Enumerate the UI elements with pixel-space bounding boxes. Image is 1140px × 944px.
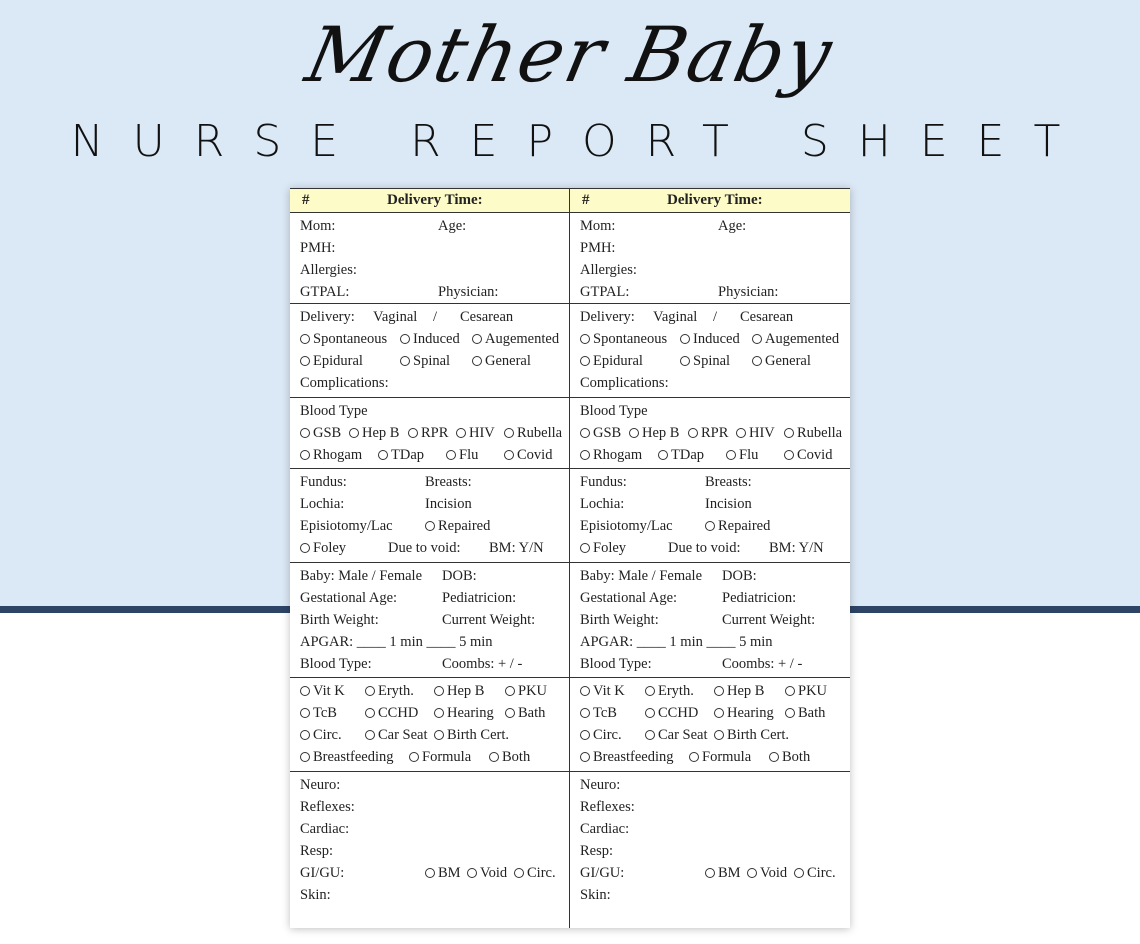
complications-label: Complications: [580,375,669,391]
allergies-label: Allergies: [580,262,637,278]
postpartum-section [570,469,850,563]
fundus-label: Fundus: [300,474,347,490]
baby-sex-label: Baby: Male / Female [580,568,703,584]
circle-checkbox-icon[interactable] [645,730,655,740]
bath-checkbox[interactable] [785,702,825,724]
eryth-label: Eryth. [378,683,414,699]
circle-checkbox-icon[interactable] [434,686,444,696]
foley-label: Foley [313,540,347,556]
circle-checkbox-icon[interactable] [300,334,310,344]
reflexes-label: Reflexes: [300,799,355,815]
formula-label: Formula [702,749,752,765]
hiv-checkbox[interactable] [736,422,775,444]
circle-checkbox-icon[interactable] [580,686,590,696]
flu-label: Flu [739,447,759,463]
breastfeeding-checkbox[interactable] [300,746,394,768]
circle-checkbox-icon[interactable] [784,428,794,438]
newborn-circ-checkbox[interactable] [580,724,622,746]
general-checkbox[interactable] [752,350,811,372]
vitk-label: Vit K [593,683,625,699]
augmented-checkbox[interactable] [752,328,839,350]
tdap-checkbox[interactable] [658,444,704,466]
induced-checkbox[interactable] [680,328,740,350]
void-checkbox[interactable] [467,862,507,884]
repaired-checkbox[interactable] [705,515,770,537]
cchd-checkbox[interactable] [365,702,418,724]
rubella-checkbox[interactable] [504,422,562,444]
hearing-checkbox[interactable] [434,702,494,724]
bath-label: Bath [798,705,826,721]
birth-cert-label: Birth Cert. [447,727,510,743]
gtpal-label: GTPAL: [580,284,630,300]
circle-checkbox-icon[interactable] [580,730,590,740]
circle-checkbox-icon[interactable] [425,521,435,531]
patient-number-label: # [302,192,310,208]
pku-label: PKU [518,683,548,699]
covid-label: Covid [797,447,833,463]
blood-type-heading: Blood Type [300,403,368,419]
formula-checkbox[interactable] [689,746,751,768]
newborn-circ-label: Circ. [593,727,622,743]
spinal-checkbox[interactable] [680,350,730,372]
spontaneous-checkbox[interactable] [580,328,667,350]
mom-label: Mom: [580,218,616,234]
flu-checkbox[interactable] [446,444,478,466]
gsb-checkbox[interactable] [580,422,621,444]
systems-section [570,772,850,944]
circle-checkbox-icon[interactable] [300,428,310,438]
cardiac-label: Cardiac: [580,821,630,837]
circle-checkbox-icon[interactable] [349,428,359,438]
circle-checkbox-icon[interactable] [300,356,310,366]
foley-label: Foley [593,540,627,556]
newborn-circ-checkbox[interactable] [300,724,342,746]
gestational-age-label: Gestational Age: [580,590,678,606]
vaginal-option[interactable]: Vaginal [373,309,418,325]
blood-section [570,398,850,469]
newborn-circ-label: Circ. [313,727,342,743]
spontaneous-checkbox[interactable] [300,328,387,350]
birth-cert-checkbox[interactable] [714,724,789,746]
hiv-checkbox[interactable] [456,422,495,444]
incision-label: Incision [705,496,752,512]
gigu-bm-checkbox[interactable] [705,862,741,884]
circle-checkbox-icon[interactable] [300,686,310,696]
circle-checkbox-icon[interactable] [658,450,668,460]
rhogam-checkbox[interactable] [300,444,362,466]
neuro-label: Neuro: [580,777,621,793]
tcb-checkbox[interactable] [580,702,617,724]
hearing-checkbox[interactable] [714,702,774,724]
lochia-label: Lochia: [300,496,345,512]
augmented-checkbox[interactable] [472,328,559,350]
resp-label: Resp: [300,843,334,859]
delivery-section [290,304,569,398]
lochia-label: Lochia: [580,496,625,512]
hepb-label: Hep B [362,425,400,441]
current-weight-label: Current Weight: [442,612,536,628]
circle-checkbox-icon[interactable] [580,356,590,366]
circle-checkbox-icon[interactable] [726,450,736,460]
tdap-label: TDap [671,447,705,463]
rubella-checkbox[interactable] [784,422,842,444]
circle-checkbox-icon[interactable] [434,708,444,718]
systems-section [290,772,569,944]
circle-checkbox-icon[interactable] [400,356,410,366]
circle-checkbox-icon[interactable] [784,450,794,460]
newborn-hepb-label: Hep B [727,683,765,699]
gsb-label: GSB [313,425,342,441]
cchd-checkbox[interactable] [645,702,698,724]
coombs-label: Coombs: + / - [722,656,803,672]
gigu-bm-label: BM [438,865,461,881]
circle-checkbox-icon[interactable] [629,428,639,438]
hepb-checkbox[interactable] [349,422,399,444]
rhogam-label: Rhogam [313,447,363,463]
both-checkbox[interactable] [489,746,530,768]
rubella-label: Rubella [797,425,843,441]
eryth-checkbox[interactable] [645,680,694,702]
spinal-checkbox[interactable] [400,350,450,372]
void-checkbox[interactable] [747,862,787,884]
eryth-label: Eryth. [658,683,694,699]
circle-checkbox-icon[interactable] [300,708,310,718]
birth-weight-label: Birth Weight: [580,612,659,628]
covid-checkbox[interactable] [784,444,832,466]
car-seat-label: Car Seat [378,727,428,743]
gigu-circ-checkbox[interactable] [794,862,836,884]
column-header [570,188,850,213]
induced-label: Induced [693,331,740,347]
gigu-circ-label: Circ. [527,865,556,881]
delivery-label: Delivery: [580,309,635,325]
neuro-label: Neuro: [300,777,341,793]
pediatrician-label: Pediatricion: [722,590,797,606]
covid-checkbox[interactable] [504,444,552,466]
mom-section [570,213,850,304]
dob-label: DOB: [722,568,757,584]
induced-label: Induced [413,331,460,347]
script-title: Mother Baby [298,10,842,99]
rhogam-label: Rhogam [593,447,643,463]
circle-checkbox-icon[interactable] [680,334,690,344]
circle-checkbox-icon[interactable] [752,356,762,366]
flu-label: Flu [459,447,479,463]
circle-checkbox-icon[interactable] [769,752,779,762]
complications-label: Complications: [300,375,389,391]
circle-checkbox-icon[interactable] [489,752,499,762]
birth-cert-label: Birth Cert. [727,727,790,743]
cesarean-option[interactable]: Cesarean [740,309,794,325]
breasts-label: Breasts: [705,474,752,490]
patient-column-1 [290,188,570,928]
newborn-care-section [290,678,569,772]
eryth-checkbox[interactable] [365,680,414,702]
cchd-label: CCHD [378,705,419,721]
void-label: Void [480,865,508,881]
circle-checkbox-icon[interactable] [680,356,690,366]
circle-checkbox-icon[interactable] [785,686,795,696]
vitk-checkbox[interactable] [580,680,625,702]
circle-checkbox-icon[interactable] [472,334,482,344]
circle-checkbox-icon[interactable] [365,730,375,740]
newborn-hepb-label: Hep B [447,683,485,699]
circle-checkbox-icon[interactable] [785,708,795,718]
augmented-label: Augemented [765,331,840,347]
circle-checkbox-icon[interactable] [505,686,515,696]
void-label: Void [760,865,788,881]
foley-checkbox[interactable] [300,537,346,559]
reflexes-label: Reflexes: [580,799,635,815]
circle-checkbox-icon[interactable] [365,708,375,718]
circle-checkbox-icon[interactable] [705,521,715,531]
newborn-care-section [570,678,850,772]
repaired-label: Repaired [718,518,771,534]
tdap-checkbox[interactable] [378,444,424,466]
spinal-label: Spinal [413,353,451,369]
current-weight-label: Current Weight: [722,612,816,628]
gigu-label: GI/GU: [580,865,625,881]
gigu-circ-label: Circ. [807,865,836,881]
coombs-label: Coombs: + / - [442,656,523,672]
main-title: NURSE REPORT SHEET [70,116,1090,167]
circle-checkbox-icon[interactable] [514,868,524,878]
birth-cert-checkbox[interactable] [434,724,509,746]
newborn-hepb-checkbox[interactable] [434,680,484,702]
flu-checkbox[interactable] [726,444,758,466]
age-label: Age: [718,218,747,234]
mom-section [290,213,569,304]
rubella-label: Rubella [517,425,563,441]
gigu-circ-checkbox[interactable] [514,862,556,884]
mom-label: Mom: [300,218,336,234]
circle-checkbox-icon[interactable] [456,428,466,438]
hepb-checkbox[interactable] [629,422,679,444]
pku-label: PKU [798,683,828,699]
age-label: Age: [438,218,467,234]
newborn-hepb-checkbox[interactable] [714,680,764,702]
rpr-label: RPR [421,425,449,441]
breasts-label: Breasts: [425,474,472,490]
gigu-label: GI/GU: [300,865,345,881]
hearing-label: Hearing [447,705,494,721]
covid-label: Covid [517,447,553,463]
circle-checkbox-icon[interactable] [408,428,418,438]
circle-checkbox-icon[interactable] [714,730,724,740]
foley-checkbox[interactable] [580,537,626,559]
repaired-label: Repaired [438,518,491,534]
gtpal-label: GTPAL: [300,284,350,300]
baby-sex-label: Baby: Male / Female [300,568,423,584]
circle-checkbox-icon[interactable] [645,686,655,696]
delivery-label: Delivery: [300,309,355,325]
delivery-section [570,304,850,398]
apgar-label: APGAR: ____ 1 min ____ 5 min [580,634,773,650]
skin-label: Skin: [580,887,611,903]
allergies-label: Allergies: [300,262,357,278]
postpartum-section [290,469,569,563]
baby-blood-type-label: Blood Type: [580,656,652,672]
gestational-age-label: Gestational Age: [300,590,398,606]
bm-yn-label: BM: Y/N [769,540,824,556]
pediatrician-label: Pediatricion: [442,590,517,606]
baby-section [570,563,850,678]
hearing-label: Hearing [727,705,774,721]
epidural-label: Epidural [313,353,363,369]
circle-checkbox-icon[interactable] [645,708,655,718]
circle-checkbox-icon[interactable] [580,450,590,460]
bath-label: Bath [518,705,546,721]
episiotomy-label: Episiotomy/Lac [580,518,673,534]
due-to-void-label: Due to void: [388,540,461,556]
circle-checkbox-icon[interactable] [580,708,590,718]
tcb-label: TcB [593,705,617,721]
column-header [290,188,569,213]
epidural-checkbox[interactable] [580,350,643,372]
spinal-label: Spinal [693,353,731,369]
gsb-label: GSB [593,425,622,441]
due-to-void-label: Due to void: [668,540,741,556]
dob-label: DOB: [442,568,477,584]
circle-checkbox-icon[interactable] [365,686,375,696]
incision-label: Incision [425,496,472,512]
circle-checkbox-icon[interactable] [714,708,724,718]
episiotomy-label: Episiotomy/Lac [300,518,393,534]
circle-checkbox-icon[interactable] [472,356,482,366]
circle-checkbox-icon[interactable] [705,868,715,878]
report-sheet [290,188,850,928]
circle-checkbox-icon[interactable] [467,868,477,878]
circle-checkbox-icon[interactable] [689,752,699,762]
skin-label: Skin: [300,887,331,903]
tdap-label: TDap [391,447,425,463]
pku-checkbox[interactable] [505,680,547,702]
both-label: Both [502,749,531,765]
baby-section [290,563,569,678]
baby-blood-type-label: Blood Type: [300,656,372,672]
circle-checkbox-icon[interactable] [504,428,514,438]
formula-checkbox[interactable] [409,746,471,768]
circle-checkbox-icon[interactable] [580,428,590,438]
bath-checkbox[interactable] [505,702,545,724]
physician-label: Physician: [718,284,779,300]
circle-checkbox-icon[interactable] [378,450,388,460]
circle-checkbox-icon[interactable] [409,752,419,762]
car-seat-label: Car Seat [658,727,708,743]
epidural-checkbox[interactable] [300,350,363,372]
circle-checkbox-icon[interactable] [300,730,310,740]
hiv-label: HIV [749,425,775,441]
car-seat-checkbox[interactable] [645,724,708,746]
physician-label: Physician: [438,284,499,300]
circle-checkbox-icon[interactable] [434,730,444,740]
breastfeeding-label: Breastfeeding [313,749,394,765]
blood-section [290,398,569,469]
repaired-checkbox[interactable] [425,515,490,537]
circle-checkbox-icon[interactable] [794,868,804,878]
both-label: Both [782,749,811,765]
pmh-label: PMH: [300,240,336,256]
patient-column-2 [570,188,850,928]
pmh-label: PMH: [580,240,616,256]
circle-checkbox-icon[interactable] [747,868,757,878]
epidural-label: Epidural [593,353,643,369]
both-checkbox[interactable] [769,746,810,768]
circle-checkbox-icon[interactable] [580,543,590,553]
general-checkbox[interactable] [472,350,531,372]
hiv-label: HIV [469,425,495,441]
delivery-time-label: Delivery Time: [387,192,483,208]
cardiac-label: Cardiac: [300,821,350,837]
car-seat-checkbox[interactable] [365,724,428,746]
delivery-separator: / [433,309,438,325]
bm-yn-label: BM: Y/N [489,540,544,556]
vaginal-option[interactable]: Vaginal [653,309,698,325]
circle-checkbox-icon[interactable] [425,868,435,878]
circle-checkbox-icon[interactable] [505,708,515,718]
hepb-label: Hep B [642,425,680,441]
apgar-label: APGAR: ____ 1 min ____ 5 min [300,634,493,650]
induced-checkbox[interactable] [400,328,460,350]
circle-checkbox-icon[interactable] [714,686,724,696]
circle-checkbox-icon[interactable] [688,428,698,438]
vitk-checkbox[interactable] [300,680,345,702]
circle-checkbox-icon[interactable] [504,450,514,460]
resp-label: Resp: [580,843,614,859]
tcb-checkbox[interactable] [300,702,337,724]
vitk-label: Vit K [313,683,345,699]
circle-checkbox-icon[interactable] [752,334,762,344]
gigu-bm-checkbox[interactable] [425,862,461,884]
delivery-separator: / [713,309,718,325]
birth-weight-label: Birth Weight: [300,612,379,628]
tcb-label: TcB [313,705,337,721]
rhogam-checkbox[interactable] [580,444,642,466]
rpr-checkbox[interactable] [688,422,728,444]
formula-label: Formula [422,749,472,765]
cesarean-option[interactable]: Cesarean [460,309,514,325]
gigu-bm-label: BM [718,865,741,881]
pku-checkbox[interactable] [785,680,827,702]
spontaneous-label: Spontaneous [593,331,668,347]
cchd-label: CCHD [658,705,699,721]
fundus-label: Fundus: [580,474,627,490]
general-label: General [485,353,531,369]
circle-checkbox-icon[interactable] [736,428,746,438]
patient-number-label: # [582,192,590,208]
rpr-label: RPR [701,425,729,441]
blood-type-heading: Blood Type [580,403,648,419]
general-label: General [765,353,811,369]
breastfeeding-label: Breastfeeding [593,749,674,765]
delivery-time-label: Delivery Time: [667,192,763,208]
breastfeeding-checkbox[interactable] [580,746,674,768]
circle-checkbox-icon[interactable] [300,450,310,460]
circle-checkbox-icon[interactable] [300,543,310,553]
circle-checkbox-icon[interactable] [580,752,590,762]
circle-checkbox-icon[interactable] [300,752,310,762]
circle-checkbox-icon[interactable] [446,450,456,460]
circle-checkbox-icon[interactable] [580,334,590,344]
augmented-label: Augemented [485,331,560,347]
rpr-checkbox[interactable] [408,422,448,444]
spontaneous-label: Spontaneous [313,331,388,347]
gsb-checkbox[interactable] [300,422,341,444]
circle-checkbox-icon[interactable] [400,334,410,344]
